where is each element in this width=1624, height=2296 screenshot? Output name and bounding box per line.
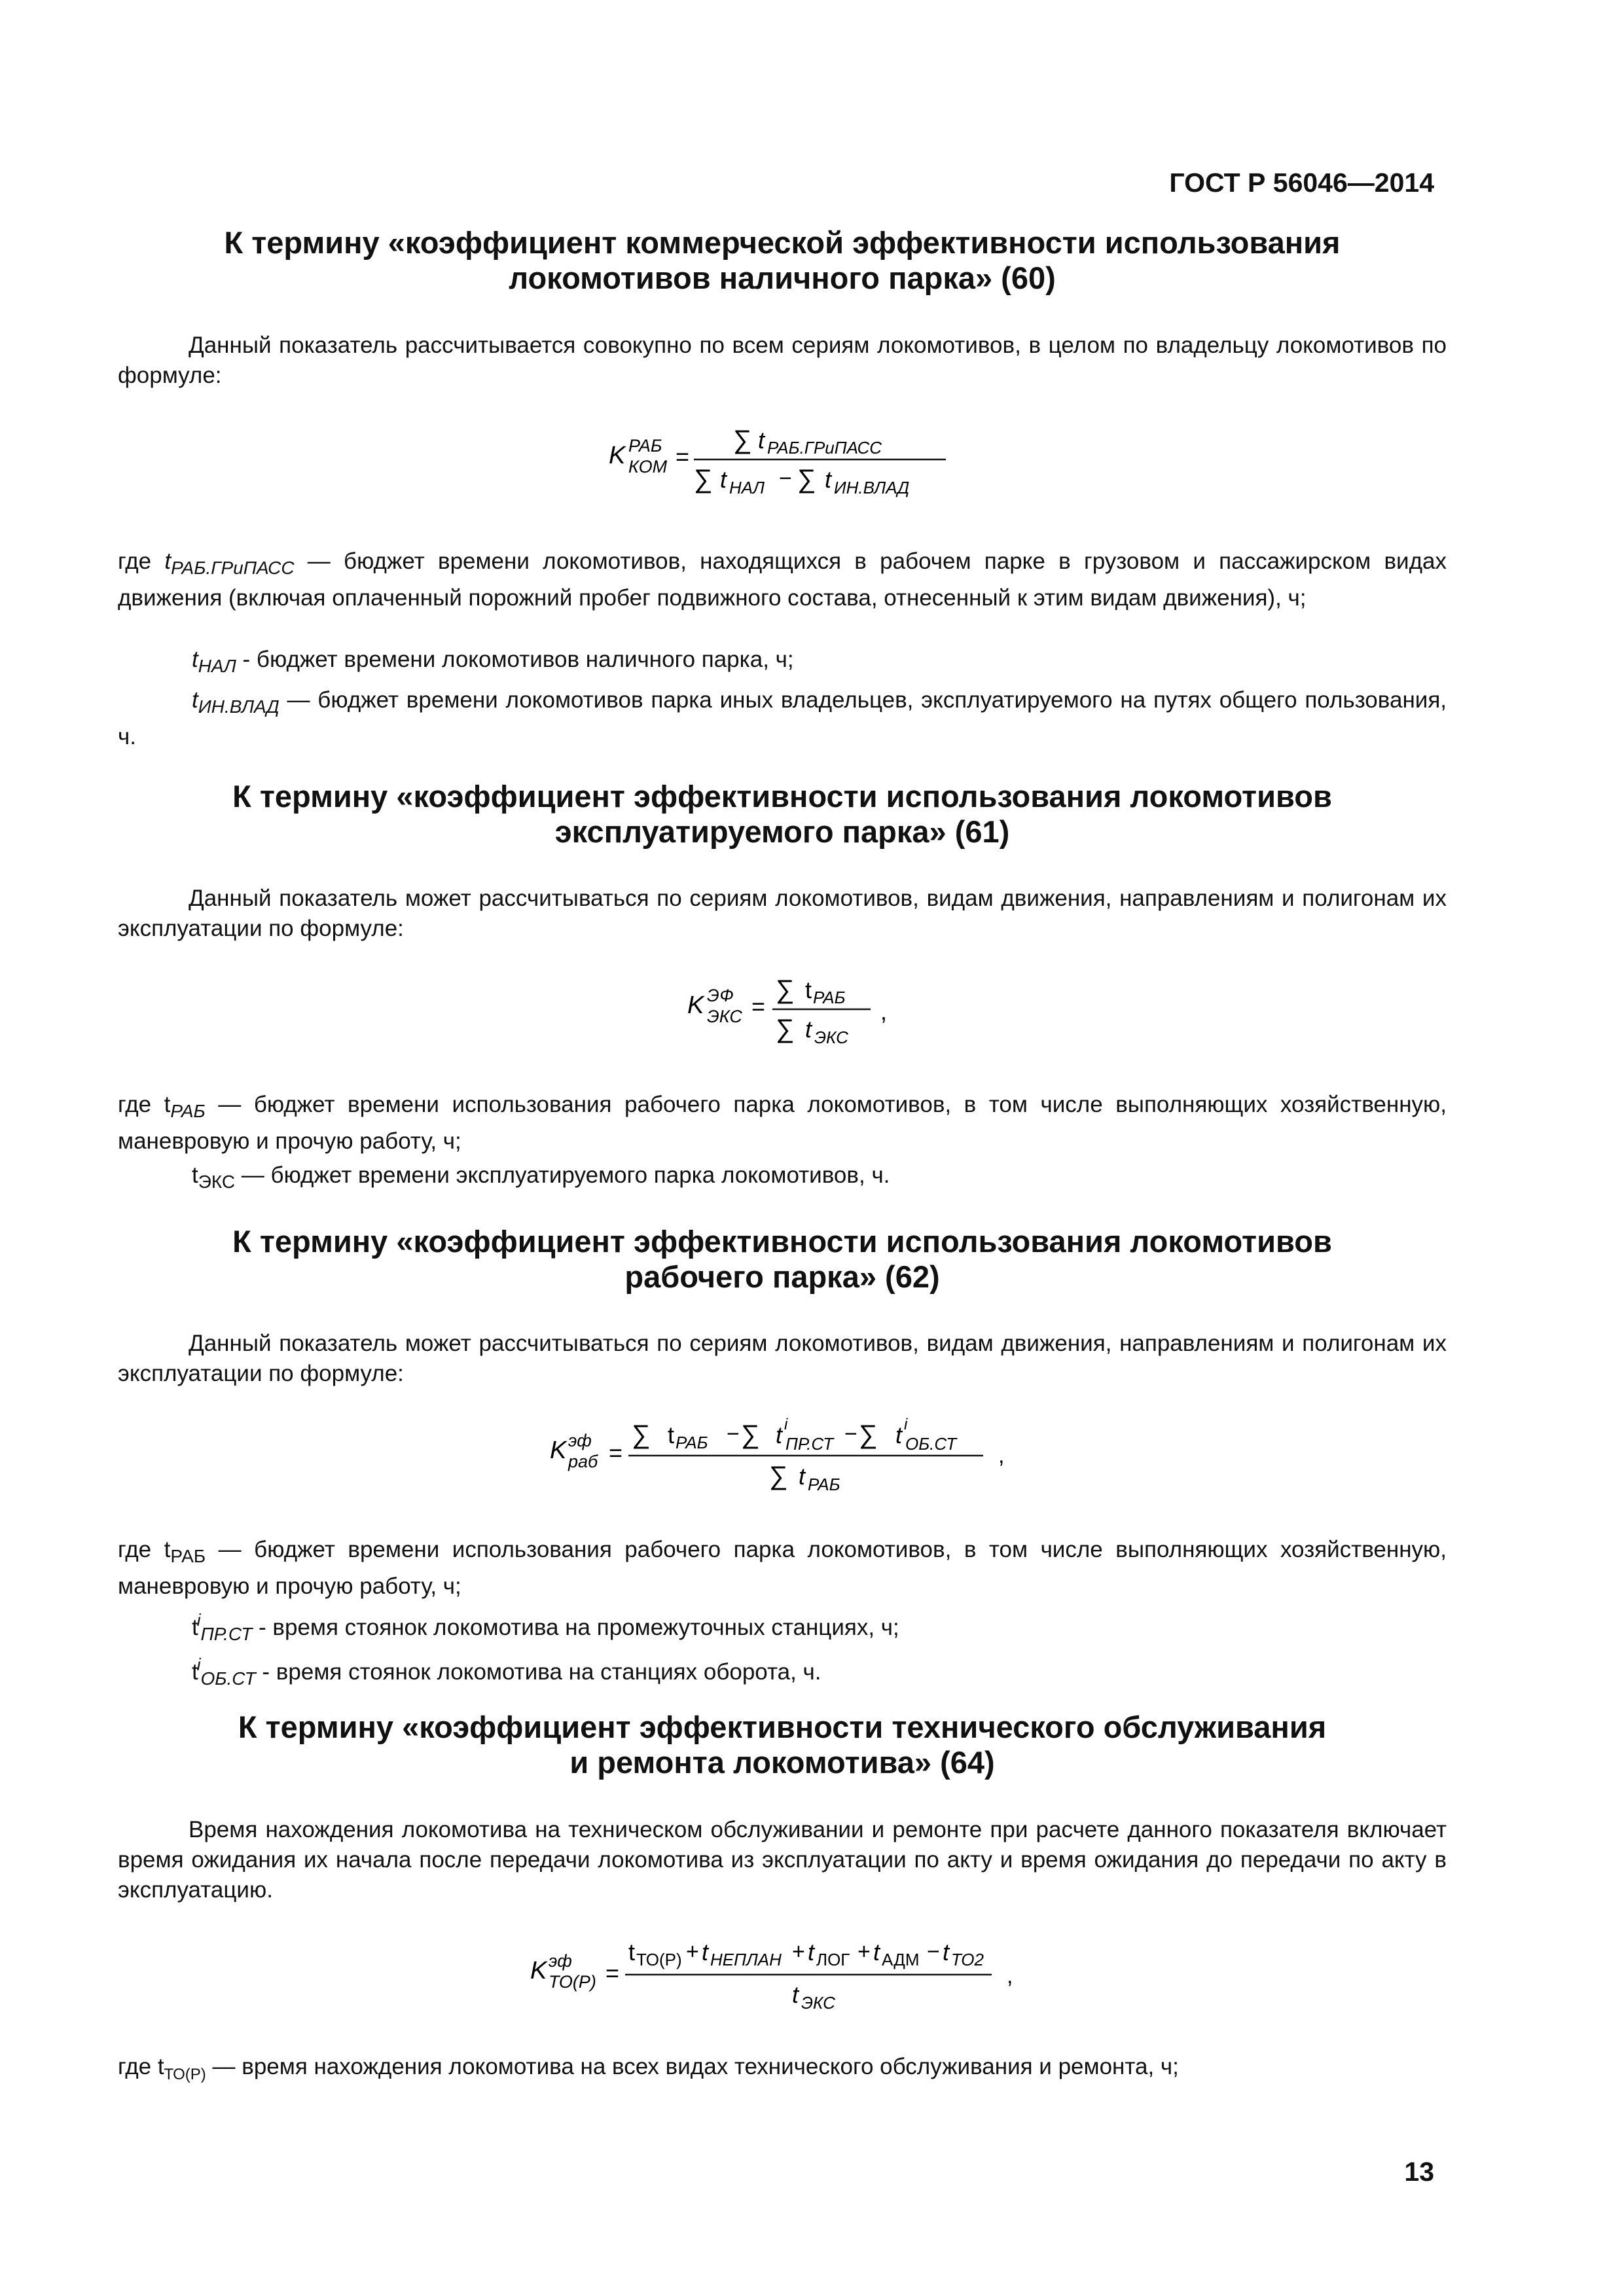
minus-sign: − bbox=[927, 1939, 940, 1964]
sum-symbol: ∑ bbox=[859, 1420, 878, 1449]
formula-den-t: t bbox=[799, 1463, 806, 1490]
heading-line: и ремонта локомотива» (64) bbox=[569, 1745, 995, 1780]
definition-line: $t_{ЭКС}$ — бюджет времени эксплуатируемого парка локомотивов, ч. bbox=[192, 1162, 890, 1192]
formula-k: K bbox=[530, 1957, 547, 1984]
page-number: 13 bbox=[1404, 2157, 1434, 2187]
formula-s5: ТО2 bbox=[951, 1950, 984, 1969]
formula-num-t: t bbox=[758, 427, 765, 454]
formula-den-sub: ЭКС bbox=[814, 1028, 848, 1047]
formula-den-sub: РАБ bbox=[808, 1475, 840, 1494]
formula-t5: t bbox=[943, 1939, 950, 1965]
formula-k: K bbox=[550, 1437, 567, 1464]
formula-den-sub: ЭКС bbox=[801, 1993, 835, 2013]
formula-k-sub: ТО(Р) bbox=[549, 1972, 596, 1992]
section-heading bbox=[118, 1710, 1447, 1780]
sum-symbol: ∑ bbox=[741, 1420, 760, 1449]
definition-paragraph: $t_{ИН.ВЛАД}$ — бюджет времени локомотивов парка иных владельцев, эксплуатируемого на путях общего пользования, ч. bbox=[118, 687, 1447, 749]
formula-k: K bbox=[687, 992, 704, 1019]
heading-line: К термину «коэффициент эффективности использования локомотивов bbox=[232, 779, 1332, 814]
intro-paragraph: Время нахождения локомотива на техническом обслуживании и ремонте при расчете данного показателя включает время ожидания их начала после передачи локомотива из эксплуатации по акту и время ожидания до передачи по акту в эксплуатацию. bbox=[118, 1817, 1447, 1903]
sum-symbol: ∑ bbox=[632, 1420, 651, 1449]
intro-paragraph: Данный показатель рассчитывается совокупно по всем сериям локомотивов, в целом по владельцу локомотивов по формуле: bbox=[118, 332, 1447, 388]
formula-t4: t bbox=[873, 1939, 880, 1965]
sum-symbol: ∑ bbox=[776, 975, 795, 1004]
heading-line: К термину «коэффициент эффективности использования локомотивов bbox=[232, 1224, 1332, 1259]
formula-k-sub: КОМ bbox=[628, 457, 668, 476]
definition-line: где $t_{ТО(Р)}$ — время нахождения локомотива на всех видах технического обслуживания и ремонта, ч; bbox=[118, 2054, 1179, 2083]
sum-symbol: ∑ bbox=[776, 1014, 795, 1043]
formula-k-sup: эф bbox=[549, 1951, 572, 1971]
equals-sign: = bbox=[609, 1439, 623, 1466]
formula-den-t2: t bbox=[825, 466, 832, 493]
minus-sign: − bbox=[844, 1422, 857, 1446]
formula-tail: , bbox=[1007, 1964, 1013, 1988]
plus-sign: + bbox=[857, 1939, 871, 1964]
definition-paragraph: где $t_{РАБ.ГРиПАСС}$ — бюджет времени локомотивов, находящихся в рабочем парке в грузовом и пассажирском видах движения (включая оплаченный порожний пробег подвижного состава, отнесенный к этим видам движения), ч; bbox=[118, 548, 1447, 611]
formula-k: K bbox=[609, 442, 626, 469]
heading-line: рабочего парка» (62) bbox=[624, 1259, 940, 1294]
formula-k-sup: ЭФ bbox=[707, 986, 734, 1005]
sum-symbol: ∑ bbox=[694, 465, 713, 493]
formula-s2: НЕПЛАН bbox=[710, 1950, 782, 1969]
formula-den-t: t bbox=[805, 1016, 812, 1043]
formula-num-sup2: i bbox=[784, 1416, 788, 1433]
formula-den-t: t bbox=[792, 1981, 799, 2008]
formula-s1: ТО(Р) bbox=[636, 1950, 682, 1969]
definition-line: $t_{НАЛ}$ - бюджет времени локомотивов наличного парка, ч; bbox=[192, 647, 794, 676]
formula-den-sub1: НАЛ bbox=[729, 478, 765, 497]
section-heading bbox=[118, 225, 1447, 296]
formula-num-sub: РАБ.ГРиПАСС bbox=[767, 438, 882, 457]
formula-den-sub2: ИН.ВЛАД bbox=[834, 478, 910, 497]
formula-s3: ЛОГ bbox=[816, 1950, 850, 1969]
formula-k-to bbox=[517, 1928, 1067, 2016]
heading-line: эксплуатируемого парка» (61) bbox=[554, 814, 1010, 849]
minus-sign: − bbox=[727, 1422, 740, 1446]
equals-sign: = bbox=[676, 443, 690, 470]
formula-num-sub3: ОБ.СТ bbox=[905, 1434, 957, 1454]
formula-num-sup3: i bbox=[904, 1416, 908, 1433]
formula-k-sub: раб bbox=[568, 1452, 598, 1471]
definition-line: $t^i_{ПР.СТ}$ - время стоянок локомотива на промежуточных станциях, ч; bbox=[192, 1610, 899, 1644]
plus-sign: + bbox=[686, 1939, 699, 1964]
intro-paragraph: Данный показатель может рассчитываться по сериям локомотивов, видам движения, направлениям и полигонам их эксплуатации по формуле: bbox=[118, 1331, 1447, 1386]
formula-k-sup: РАБ bbox=[628, 436, 662, 456]
formula-num-t3: t bbox=[895, 1422, 903, 1448]
formula-tail: , bbox=[880, 998, 888, 1025]
formula-num-sub: РАБ bbox=[813, 988, 846, 1007]
minus-sign: − bbox=[779, 466, 792, 491]
intro-paragraph: Данный показатель может рассчитываться по сериям локомотивов, видам движения, направлениям и полигонам их эксплуатации по формуле: bbox=[118, 886, 1447, 941]
formula-t2: t bbox=[702, 1939, 709, 1965]
formula-num-t: t bbox=[805, 977, 812, 1003]
formula-num-t2: t bbox=[776, 1422, 783, 1448]
definition-paragraph: где $t_{РАБ}$ — бюджет времени использования рабочего парка локомотивов, в том числе выполняющих хозяйственную, маневровую и прочую работу, ч; bbox=[118, 1092, 1447, 1154]
heading-line: К термину «коэффициент эффективности технического обслуживания bbox=[238, 1710, 1327, 1744]
formula-t1: t bbox=[628, 1939, 636, 1965]
sum-symbol: ∑ bbox=[797, 465, 816, 493]
formula-k-rab bbox=[537, 1407, 1034, 1496]
equals-sign: = bbox=[751, 993, 766, 1020]
formula-k-sup: эф bbox=[568, 1431, 592, 1450]
formula-s4: АДМ bbox=[882, 1950, 920, 1969]
formula-tail: , bbox=[998, 1443, 1005, 1468]
formula-k-sub: ЭКС bbox=[707, 1007, 742, 1026]
formula-num-sub1: РАБ bbox=[676, 1433, 708, 1452]
heading-line: локомотивов наличного парка» (60) bbox=[509, 260, 1056, 295]
formula-num-t1: t bbox=[668, 1422, 675, 1448]
formula-k-eks bbox=[674, 962, 910, 1050]
definition-paragraph: где $t_{РАБ}$ — бюджет времени использования рабочего парка локомотивов, в том числе выполняющих хозяйственную, маневровую и прочую работу, ч; bbox=[118, 1537, 1447, 1599]
equals-sign: = bbox=[605, 1960, 620, 1986]
heading-line: К термину «коэффициент коммерческой эффективности использования bbox=[224, 225, 1341, 260]
formula-k-kom bbox=[589, 412, 956, 501]
formula-den-t1: t bbox=[720, 466, 727, 493]
sum-symbol: ∑ bbox=[733, 425, 752, 454]
standard-designation: ГОСТ Р 56046—2014 bbox=[1169, 168, 1434, 198]
definition-line: $t^i_{ОБ.СТ}$ - время стоянок локомотива на станциях оборота, ч. bbox=[192, 1655, 821, 1689]
formula-num-sub2: ПР.СТ bbox=[785, 1434, 834, 1454]
sum-symbol: ∑ bbox=[769, 1462, 788, 1490]
formula-t3: t bbox=[808, 1939, 815, 1965]
plus-sign: + bbox=[792, 1939, 805, 1964]
section-heading bbox=[118, 1224, 1447, 1295]
section-heading bbox=[118, 779, 1447, 850]
